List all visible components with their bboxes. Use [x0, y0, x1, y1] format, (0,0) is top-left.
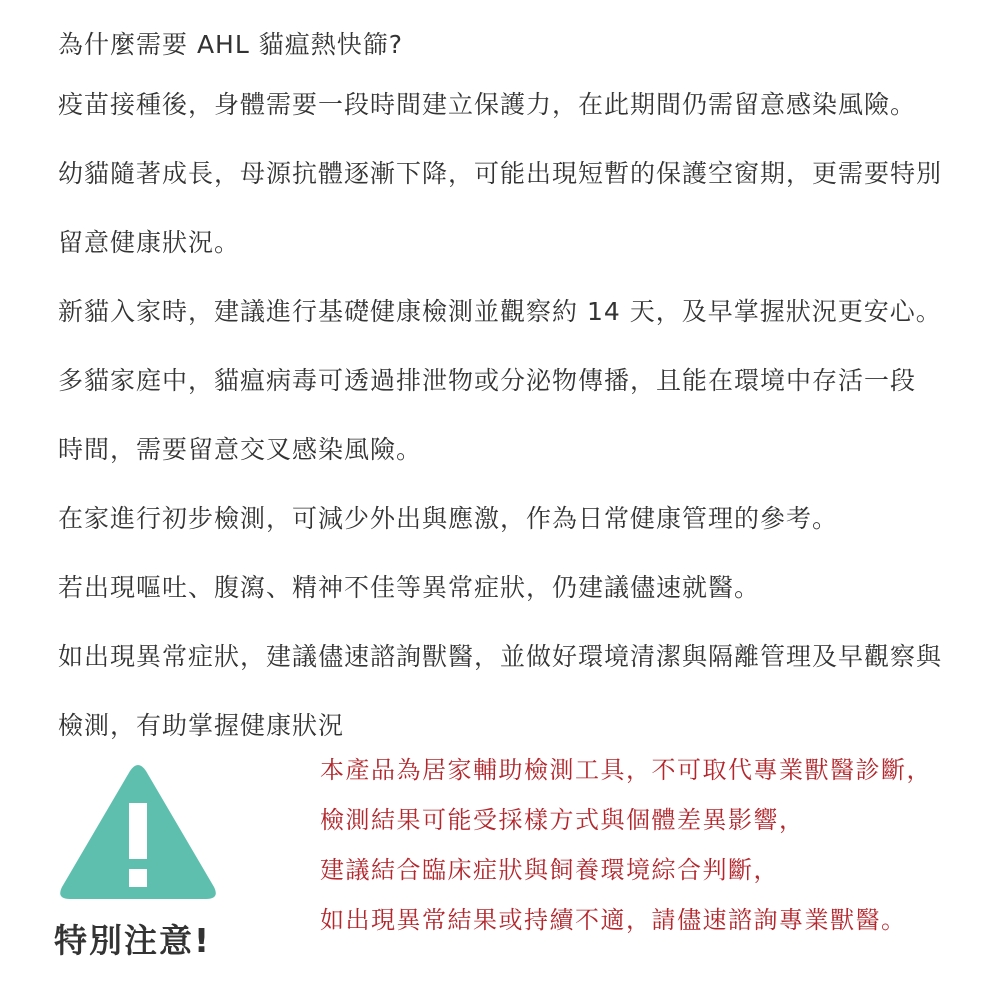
paragraph-line: 時間，需要留意交叉感染風險。 — [58, 435, 423, 464]
paragraph-line: 檢測，有助掌握健康狀況 — [58, 711, 345, 740]
paragraph-home-test — [58, 484, 958, 553]
paragraph-consult — [58, 622, 958, 760]
paragraph-new-cat — [58, 277, 958, 346]
paragraph-line: 多貓家庭中，貓瘟病毒可透過排泄物或分泌物傳播，且能在環境中存活一段 — [58, 366, 917, 395]
paragraph-line: 幼貓隨著成長，母源抗體逐漸下降，可能出現短暫的保護空窗期，更需要特別 — [58, 159, 943, 188]
notice-title: 特別注意! — [54, 921, 212, 960]
notice-section — [50, 745, 970, 975]
paragraph-symptoms — [58, 553, 958, 622]
paragraph-line: 若出現嘔吐、腹瀉、精神不佳等異常症狀，仍建議儘速就醫。 — [58, 573, 761, 602]
paragraph-vaccine — [58, 70, 958, 139]
paragraph-multi-cat — [58, 346, 958, 484]
paragraph-kitten — [58, 139, 958, 277]
notice-list — [320, 745, 932, 945]
notice-item: 本產品為居家輔助檢測工具，不可取代專業獸醫診斷， — [320, 756, 932, 784]
paragraph-line: 留意健康狀況。 — [58, 228, 241, 257]
notice-item: 檢測結果可能受採樣方式與個體差異影響， — [320, 806, 805, 834]
paragraph-line: 如出現異常症狀，建議儘速諮詢獸醫，並做好環境清潔與隔離管理及早觀察與 — [58, 642, 943, 671]
paragraph-line: 疫苗接種後，身體需要一段時間建立保護力，在此期間仍需留意感染風險。 — [58, 90, 917, 119]
paragraph-line: 新貓入家時，建議進行基礎健康檢測並觀察約 14 天，及早掌握狀況更安心。 — [58, 297, 942, 326]
notice-item: 如出現異常結果或持續不適，請儘速諮詢專業獸醫。 — [320, 906, 907, 934]
paragraph-line: 在家進行初步檢測，可減少外出與應激，作為日常健康管理的參考。 — [58, 504, 839, 533]
notice-item: 建議結合臨床症狀與飼養環境綜合判斷， — [320, 856, 779, 884]
warning-triangle-icon — [58, 763, 218, 903]
page-title: 為什麼需要 AHL 貓瘟熱快篩? — [58, 30, 403, 59]
document-body — [58, 20, 958, 760]
